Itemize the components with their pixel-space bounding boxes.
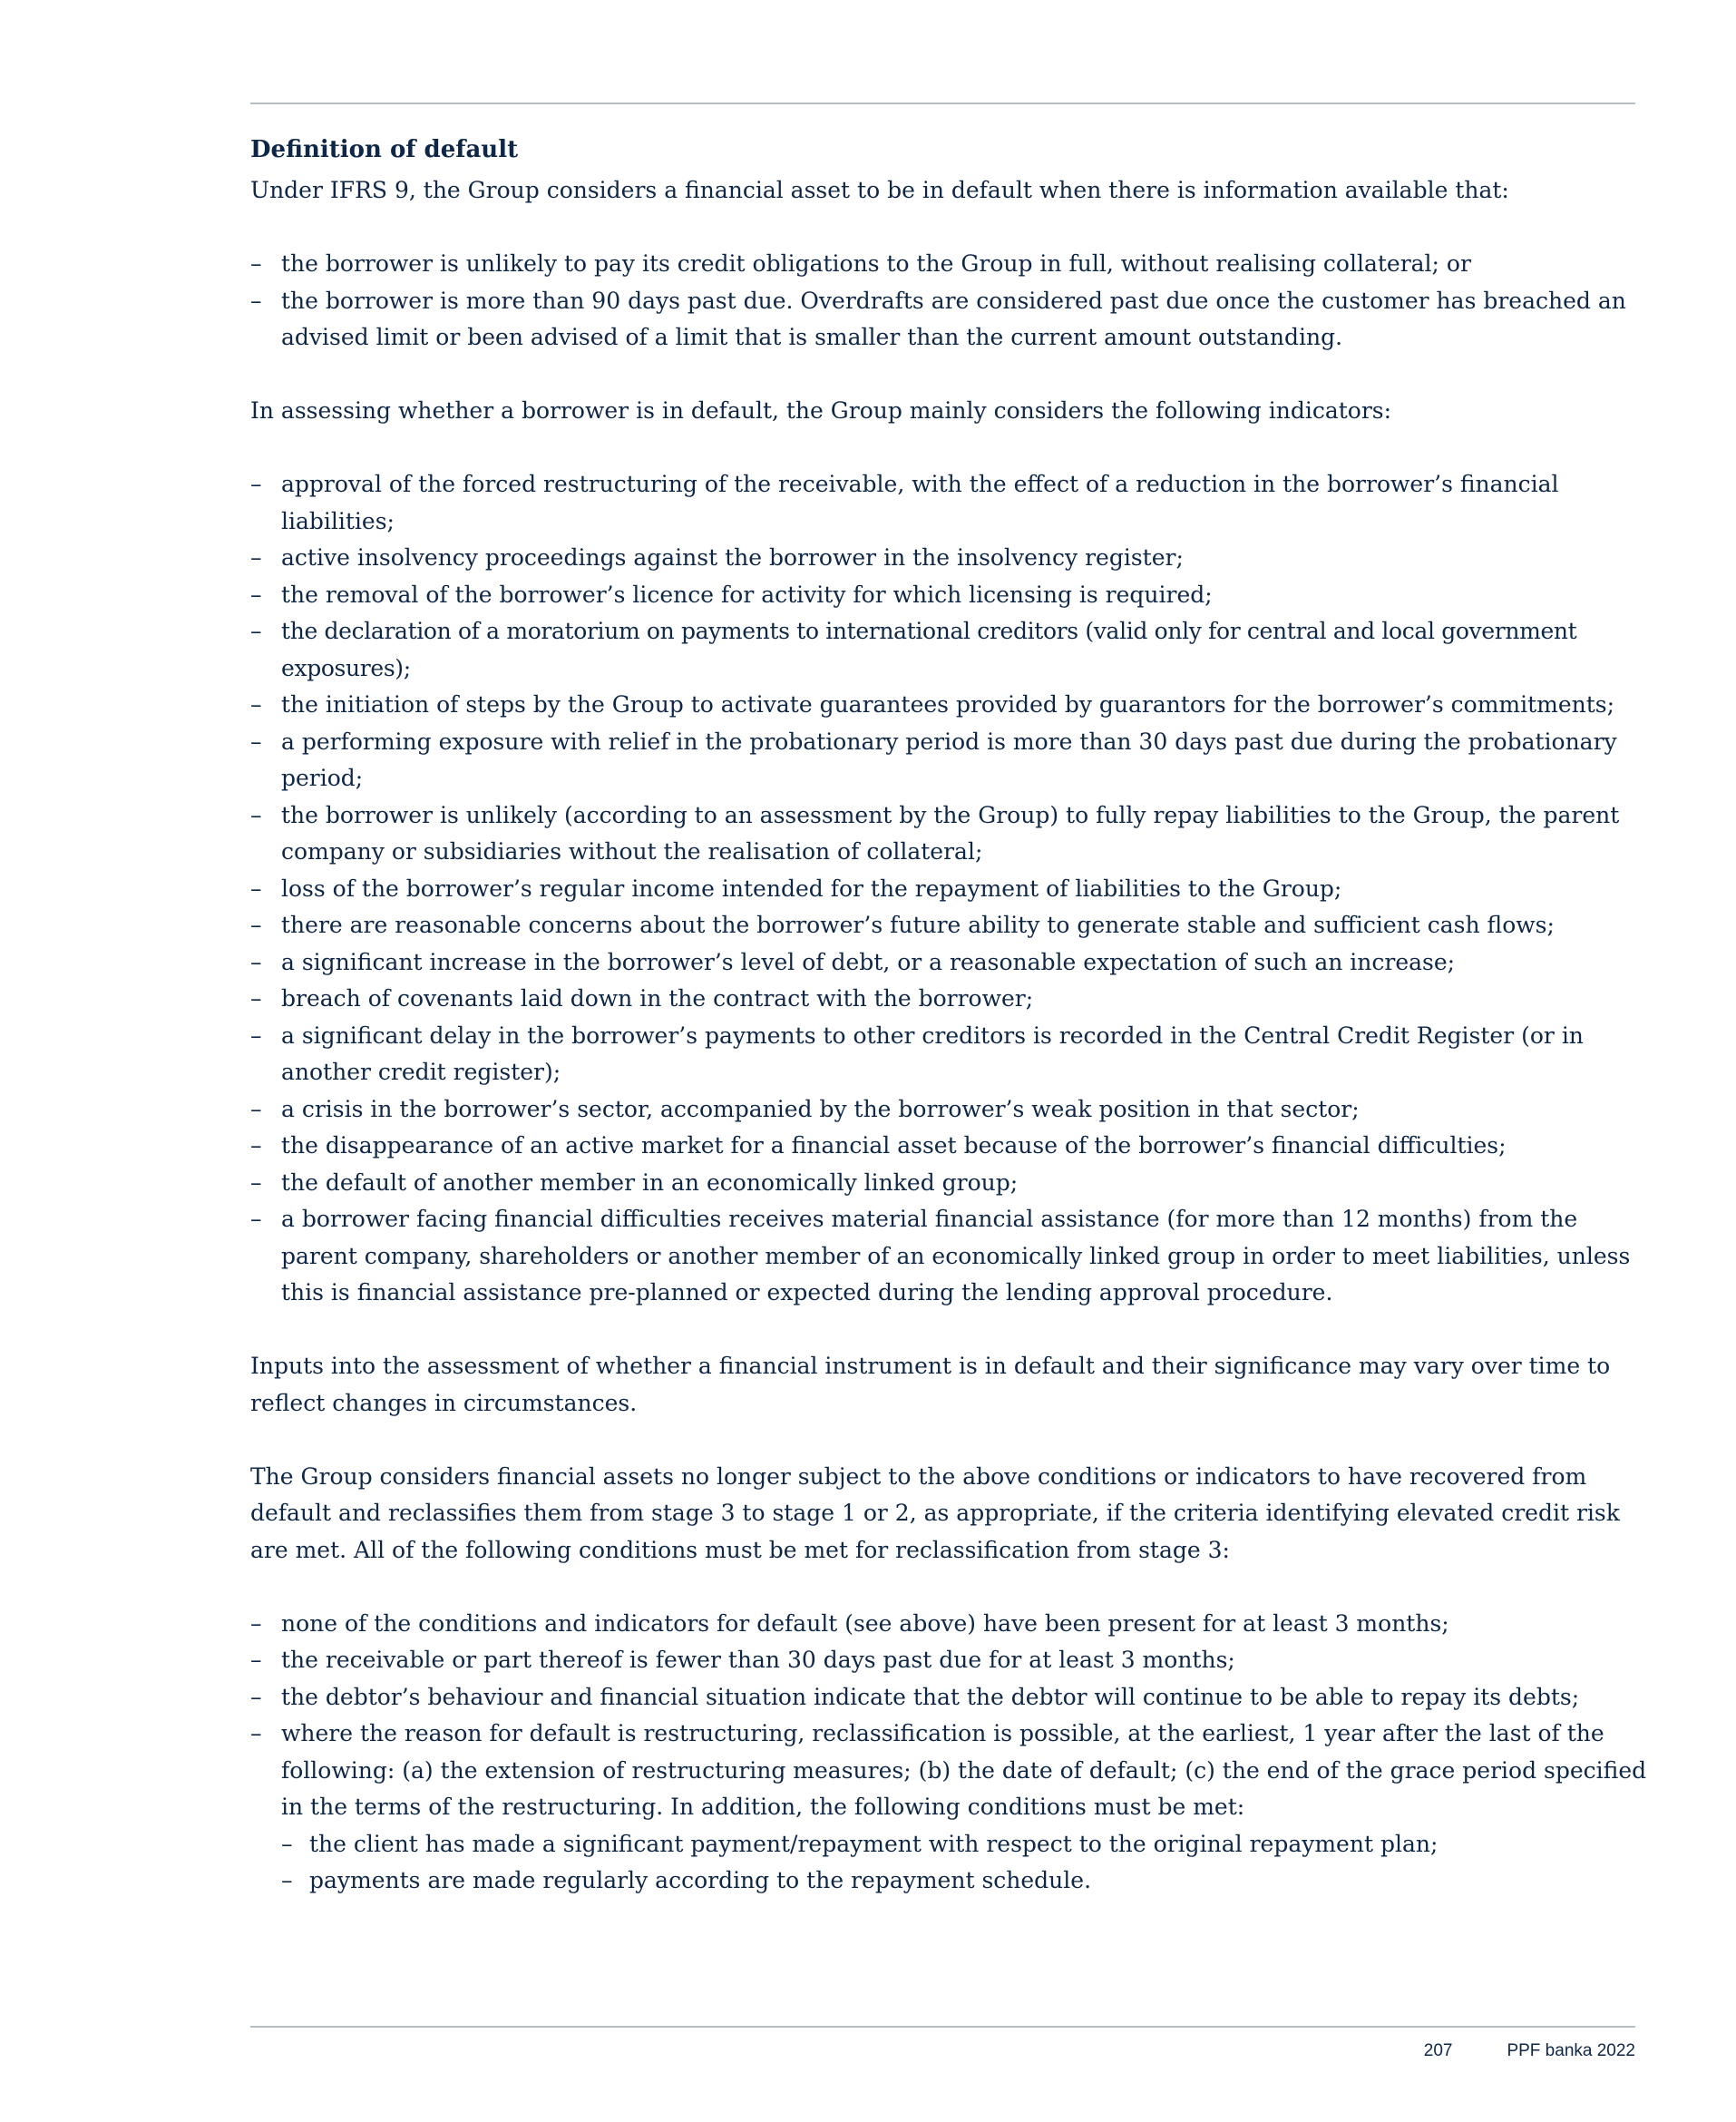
list-item — [250, 1716, 1647, 1900]
restructuring-condition-text: where the reason for default is restructuring, reclassification is possible, at the earliest, 1 year after the last of the following: (a) the extension of restructuring measures; (b) the date of default; (c) the end of the grace period specified in the terms of the restructuring. In addition, the following conditions must be met: — [281, 1720, 1647, 1820]
list-item: – the disappearance of an active market for a financial asset because of the borrower’s financial difficulties; — [250, 1128, 1647, 1165]
indicators-list — [250, 466, 1647, 1312]
list-item: – loss of the borrower’s regular income intended for the repayment of liabilities to the Group; — [250, 871, 1647, 908]
inputs-paragraph: Inputs into the assessment of whether a financial instrument is in default and their significance may vary over time to reflect changes in circumstances. — [250, 1353, 1611, 1416]
list-item: – active insolvency proceedings against the borrower in the insolvency register; — [250, 540, 1647, 577]
top-divider — [250, 103, 1635, 104]
document-body — [250, 127, 1647, 1900]
list-item: – a borrower facing financial difficulties receives material financial assistance (for more than 12 months) from the parent company, shareholders or another member of an economically linked group in order to meet liabilities, unless this is financial assistance pre-planned or expected during the lending approval procedure. — [250, 1201, 1647, 1312]
list-item: – the initiation of steps by the Group to activate guarantees provided by guarantors for the borrower’s commitments; — [250, 687, 1647, 724]
list-item: – none of the conditions and indicators for default (see above) have been present for at least 3 months; — [250, 1606, 1647, 1643]
intro-paragraph: Under IFRS 9, the Group considers a financial asset to be in default when there is information available that: — [250, 177, 1509, 203]
list-item: – the borrower is more than 90 days past due. Overdrafts are considered past due once the customer has breached an advised limit or been advised of a limit that is smaller than the current amount outstanding. — [250, 283, 1647, 357]
list-item: – a crisis in the borrower’s sector, accompanied by the borrower’s weak position in that sector; — [250, 1091, 1647, 1129]
list-item: – there are reasonable concerns about the borrower’s future ability to generate stable and sufficient cash flows; — [250, 907, 1647, 944]
list-item: – the declaration of a moratorium on payments to international creditors (valid only for central and local government exposures); — [250, 613, 1647, 687]
recovery-paragraph: The Group considers financial assets no longer subject to the above conditions or indicators to have recovered from default and reclassifies them from stage 3 to stage 1 or 2, as appropriate, if the criteria identifying elevated credit risk are met. All of the following conditions must be met for reclassification from stage 3: — [250, 1462, 1620, 1563]
page-footer — [1424, 2041, 1635, 2061]
list-item: – a significant increase in the borrower’s level of debt, or a reasonable expectation of such an increase; — [250, 944, 1647, 982]
list-item: – approval of the forced restructuring of the receivable, with the effect of a reduction in the borrower’s financial liabilities; — [250, 466, 1647, 540]
default-conditions-list — [250, 246, 1647, 357]
list-item: – the receivable or part thereof is fewer than 30 days past due for at least 3 months; — [250, 1642, 1647, 1679]
restructuring-subconditions-list — [281, 1826, 1647, 1900]
publication-title: PPF banka 2022 — [1507, 2041, 1635, 2060]
bottom-divider — [250, 2026, 1635, 2028]
list-item: – the borrower is unlikely to pay its credit obligations to the Group in full, without realising collateral; or — [250, 246, 1647, 283]
list-item: – the default of another member in an economically linked group; — [250, 1165, 1647, 1202]
section-heading: Definition of default — [250, 136, 519, 163]
indicators-intro: In assessing whether a borrower is in default, the Group mainly considers the following indicators: — [250, 397, 1392, 424]
list-item: – a significant delay in the borrower’s payments to other creditors is recorded in the Central Credit Register (or in another credit register); — [250, 1018, 1647, 1091]
page-number: 207 — [1423, 2041, 1453, 2060]
list-item: – the removal of the borrower’s licence for activity for which licensing is required; — [250, 577, 1647, 614]
list-item: – the client has made a significant payment/repayment with respect to the original repayment plan; — [281, 1826, 1647, 1863]
recovery-conditions-list — [250, 1606, 1647, 1900]
list-item: – payments are made regularly according to the repayment schedule. — [281, 1863, 1647, 1900]
list-item: – a performing exposure with relief in the probationary period is more than 30 days past due during the probationary period; — [250, 724, 1647, 797]
list-item: – the debtor’s behaviour and financial situation indicate that the debtor will continue to be able to repay its debts; — [250, 1679, 1647, 1716]
list-item: – breach of covenants laid down in the contract with the borrower; — [250, 981, 1647, 1018]
list-item: – the borrower is unlikely (according to an assessment by the Group) to fully repay liabilities to the Group, the parent company or subsidiaries without the realisation of collateral; — [250, 797, 1647, 871]
